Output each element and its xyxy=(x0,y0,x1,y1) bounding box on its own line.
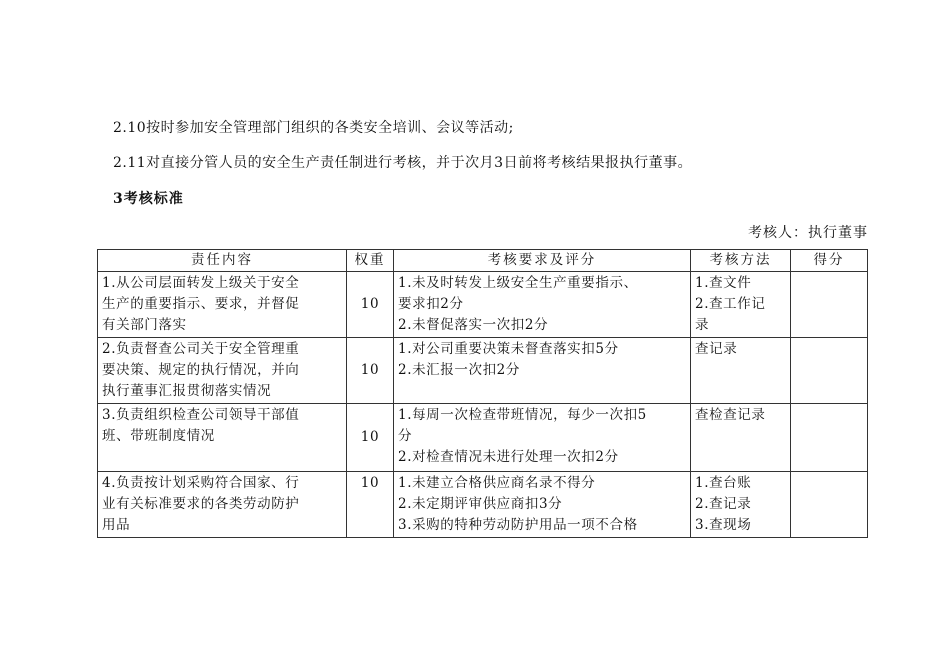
text-line: 1.未建立合格供应商名录不得分 xyxy=(398,475,596,491)
cell-score xyxy=(791,338,868,404)
cell-method xyxy=(691,472,791,538)
cell-content xyxy=(98,338,347,404)
text-line: 2.未定期评审供应商扣3分 xyxy=(398,496,563,512)
paragraph-2-11: 2.11对直接分管人员的安全生产责任制进行考核，并于次月3日前将考核结果报执行董事。 xyxy=(113,155,693,171)
paragraph-2-10: 2.10按时参加安全管理部门组织的各类安全培训、会议等活动; xyxy=(113,120,514,136)
cell-requirements xyxy=(394,338,691,404)
text-line: 查检查记录 xyxy=(695,407,766,423)
cell-weight: 10 xyxy=(347,272,394,338)
table-header-row xyxy=(98,250,868,272)
cell-requirements xyxy=(394,272,691,338)
text-line: 要决策、规定的执行情况，并向 xyxy=(102,362,300,378)
header-content: 责任内容 xyxy=(98,250,347,272)
table-row xyxy=(98,472,868,538)
cell-content xyxy=(98,404,347,472)
cell-score xyxy=(791,472,868,538)
text-line: 2.查工作记 xyxy=(695,296,766,312)
cell-score xyxy=(791,272,868,338)
table-row xyxy=(98,404,868,472)
text-line: 执行董事汇报贯彻落实情况 xyxy=(102,383,272,399)
text-line: 1.对公司重要决策未督查落实扣5分 xyxy=(398,341,619,357)
text-line: 2.查记录 xyxy=(695,496,752,512)
cell-score xyxy=(791,404,868,472)
text-line: 3.负责组织检查公司领导干部值 xyxy=(102,407,300,423)
text-line: 生产的重要指示、要求，并督促 xyxy=(102,296,300,312)
text-line: 3.采购的特种劳动防护用品一项不合格 xyxy=(398,517,638,533)
header-weight: 权重 xyxy=(347,250,394,272)
text-line: 2.对检查情况未进行处理一次扣2分 xyxy=(398,449,619,465)
text-line: 业有关标准要求的各类劳动防护 xyxy=(102,496,300,512)
text-line: 录 xyxy=(695,317,710,333)
assessment-table xyxy=(97,249,868,538)
cell-method xyxy=(691,338,791,404)
text-line: 1.每周一次检查带班情况，每少一次扣5 xyxy=(398,407,647,423)
text-line: 3.查现场 xyxy=(695,517,752,533)
text-line: 1.从公司层面转发上级关于安全 xyxy=(102,275,300,291)
section-title: 3考核标准 xyxy=(113,191,184,207)
text-line: 有关部门落实 xyxy=(102,317,187,333)
text-line: 1.查文件 xyxy=(695,275,752,291)
text-line: 查记录 xyxy=(695,341,738,357)
cell-requirements xyxy=(394,472,691,538)
header-method: 考核方法 xyxy=(691,250,791,272)
header-score: 得分 xyxy=(791,250,868,272)
table-row xyxy=(98,272,868,338)
text-line: 1.查台账 xyxy=(695,475,752,491)
cell-weight: 10 xyxy=(347,472,394,538)
text-line: 2.未汇报一次扣2分 xyxy=(398,362,520,378)
cell-requirements xyxy=(394,404,691,472)
text-line: 2.未督促落实一次扣2分 xyxy=(398,317,549,333)
cell-weight: 10 xyxy=(347,338,394,404)
table-row xyxy=(98,338,868,404)
text-line: 用品 xyxy=(102,517,131,533)
text-line: 要求扣2分 xyxy=(398,296,464,312)
text-line: 1.未及时转发上级安全生产重要指示、 xyxy=(398,275,638,291)
cell-method xyxy=(691,404,791,472)
text-line: 分 xyxy=(398,428,413,444)
text-line: 4.负责按计划采购符合国家、行 xyxy=(102,475,300,491)
cell-content xyxy=(98,472,347,538)
cell-weight: 10 xyxy=(347,404,394,472)
cell-method xyxy=(691,272,791,338)
assessor-label: 考核人：执行董事 xyxy=(748,225,868,241)
header-requirements: 考核要求及评分 xyxy=(394,250,691,272)
text-line: 2.负责督查公司关于安全管理重 xyxy=(102,341,300,357)
text-line: 班、带班制度情况 xyxy=(102,428,215,444)
cell-content xyxy=(98,272,347,338)
